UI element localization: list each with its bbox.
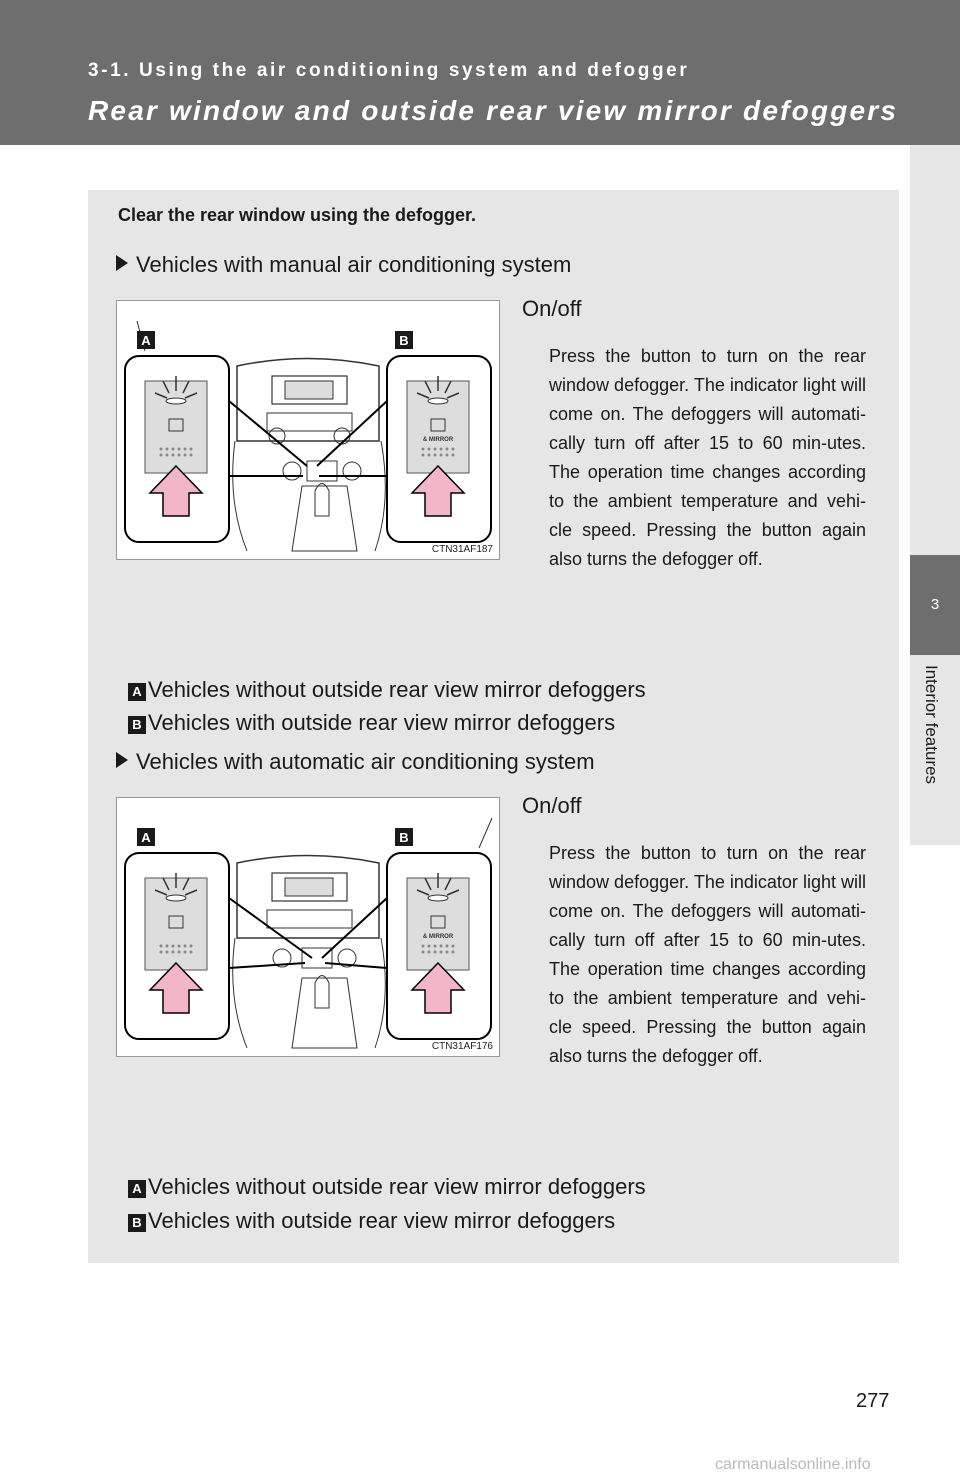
dashboard-illustration <box>117 798 499 1056</box>
arrow-bullet-icon <box>116 752 128 768</box>
chapter-number: 3 <box>910 555 960 655</box>
page-title: Rear window and outside rear view mirror defoggers <box>88 95 899 126</box>
page-number: 277 <box>856 1390 890 1412</box>
arrow-bullet-icon <box>116 255 128 271</box>
figure-automatic-ac <box>116 797 500 1057</box>
description-text: Press the button to turn on the rear window defogger. The indicator light will come on. The defoggers will automati-cally turn off after 15 to 60 min-utes. The operation time changes according to the ambient temperature and vehi-cle speed. Pressing the button again also turns the defogger off. <box>549 843 866 1066</box>
section-label: 3-1. Using the air conditioning system and defogger <box>88 60 690 81</box>
legend-a: A Vehicles without outside rear view mirror defoggers <box>128 677 646 703</box>
figure-code: CTN31AF187 <box>431 544 493 555</box>
mirror-label: & MIRROR <box>422 437 454 443</box>
figure-code: CTN31AF176 <box>431 1041 493 1052</box>
section-heading-automatic: Vehicles with automatic air conditioning system <box>116 749 595 775</box>
badge-a: A <box>141 333 151 348</box>
dashboard-illustration <box>117 301 499 559</box>
on-off-label: On/off <box>522 793 582 818</box>
badge-b-icon: B <box>128 716 146 734</box>
content-panel <box>88 190 899 1263</box>
on-off-label: On/off <box>522 296 582 321</box>
intro-text: Clear the rear window using the defogger. <box>118 205 477 225</box>
description-text: Press the button to turn on the rear window defogger. The indicator light will come on. The defoggers will automati-cally turn off after 15 to 60 min-utes. The operation time changes according to the ambient temperature and vehi-cle speed. Pressing the button again also turns the defogger off. <box>549 346 866 569</box>
badge-b: B <box>399 830 409 845</box>
chapter-title: Interior features <box>922 665 941 785</box>
badge-a: A <box>141 830 151 845</box>
page-header <box>0 0 960 145</box>
mirror-label: & MIRROR <box>422 934 454 940</box>
badge-b: B <box>399 333 409 348</box>
badge-b-icon: B <box>128 1214 146 1232</box>
figure-manual-ac <box>116 300 500 560</box>
legend-b: B Vehicles with outside rear view mirror defoggers <box>128 1208 615 1234</box>
badge-a-icon: A <box>128 1180 146 1198</box>
legend-b: B Vehicles with outside rear view mirror defoggers <box>128 710 615 736</box>
legend-a: A Vehicles without outside rear view mirror defoggers <box>128 1174 646 1200</box>
badge-a-icon: A <box>128 683 146 701</box>
watermark: carmanualsonline.info <box>715 1456 871 1473</box>
section-heading-manual: Vehicles with manual air conditioning system <box>116 252 571 278</box>
